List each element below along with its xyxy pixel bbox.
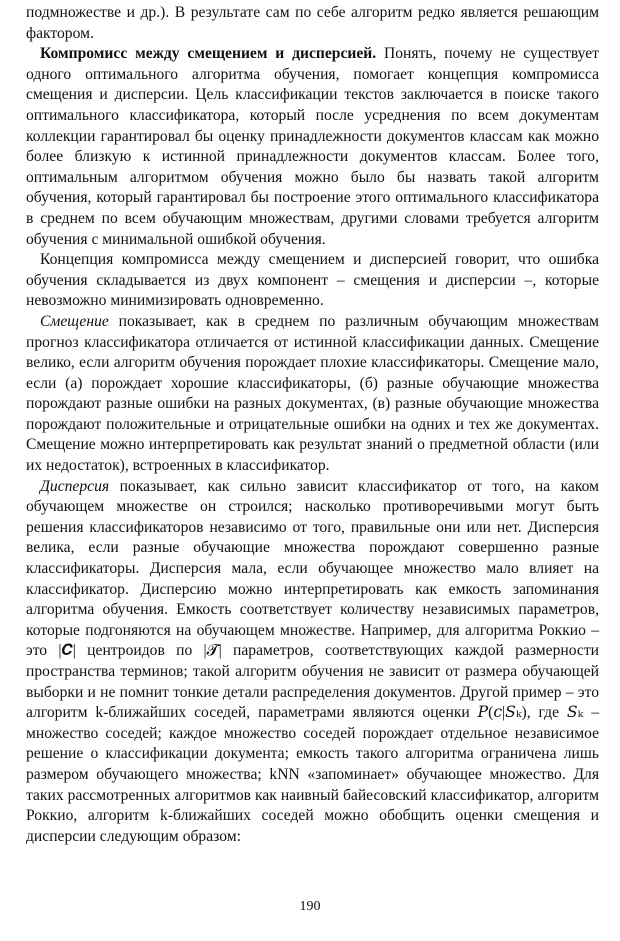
term-variance: Дисперсия — [40, 477, 110, 495]
paragraph-text: Концепция компромисса между смещением и дисперсией говорит, что ошибка обучения складывается из двух компонент – смещения и дисперсии –, которые невозможно минимизировать одновременно. — [26, 251, 599, 310]
paragraph-text: показывает, как в среднем по различным обучающим множествам прогноз классификатора отличается от истинной классификации данных. Смещение велико, если алгоритм обучения порождает плохие классификаторы. Смещение мало, если (а) порождает хорошие классификаторы, (б) разные обучающие множества порождают разные ошибки на разных документах, (в) разные обучающие множества порождают положительные и отрицательные ошибки на одних и тех же документах. Смещение можно интерпретировать как результат знаний о предметной области (или их недостаток), встроенных в классификатор. — [26, 312, 599, 475]
paragraph-text: показывает, как сильно зависит классификатор от того, на каком обучающем множестве он строился; насколько противоречивыми могут быть решения классификаторов независимо от того, правильные они или нет. Дисперсия велика, если разные обучающие множества порождают совершенно разные классификаторы. Дисперсия мала, если обучающее множество мало влияет на классификатор. Дисперсию можно интерпретировать как емкость запоминания алгоритма обучения. Емкость соответствует количеству независимых параметров, которые подгоняются на обучающем множестве. Например, для алгоритма Роккио – это |𝑪| центроидов по |𝓣| параметров, соответствующих каждой размерности пространства терминов; такой алгоритм обучения не зависит от размера обучающей выборки и не помнит тонкие детали распределения документов. Другой пример – это алгоритм k-ближайших соседей, параметрами являются оценки 𝑃(𝑐|𝑆ₖ), где 𝑆ₖ – множество соседей; каждое множество соседей порождает отдельное независимое решение о классификации документа; емкость такого алгоритма ограничена лишь размером обучающего множества; kNN «запоминает» обучающее множество. Для таких рассмотренных алгоритмов как наивный байесовский классификатор, алгоритм Роккио, алгоритм k-ближайших соседей можно обобщить оценки смещения и дисперсии следующим образом: — [26, 477, 599, 845]
paragraph-concept — [26, 250, 599, 312]
page-number: 190 — [299, 899, 321, 914]
paragraph-heading: Компромисс между смещением и дисперсией. — [40, 45, 377, 63]
paragraph-tradeoff — [26, 44, 599, 250]
paragraph-continuation — [26, 3, 599, 44]
paragraph-bias — [26, 312, 599, 477]
paragraph-text: подмножестве и др.). В результате сам по себе алгоритм редко является решающим фактором. — [26, 4, 599, 42]
paragraph-text: Понять, почему не существует одного оптимального алгоритма обучения, помогает концепция компромисса смещения и дисперсии. Цель классификации текстов заключается в поиске такого оптимального классификатора, который после усреднения по всем документам коллекции гарантировал бы оценку принадлежности документов классам как можно более близкую к истинной принадлежности документов классам. Более того, оптимальным алгоритмом обучения можно было бы назвать такой алгоритм обучения, который гарантировал бы построение этого оптимального классификатора в среднем по всем обучающим множествам, другими словами требуется алгоритм обучения с минимальной ошибкой обучения. — [26, 45, 599, 248]
term-bias: Смещение — [40, 312, 109, 330]
paragraph-variance — [26, 477, 599, 848]
